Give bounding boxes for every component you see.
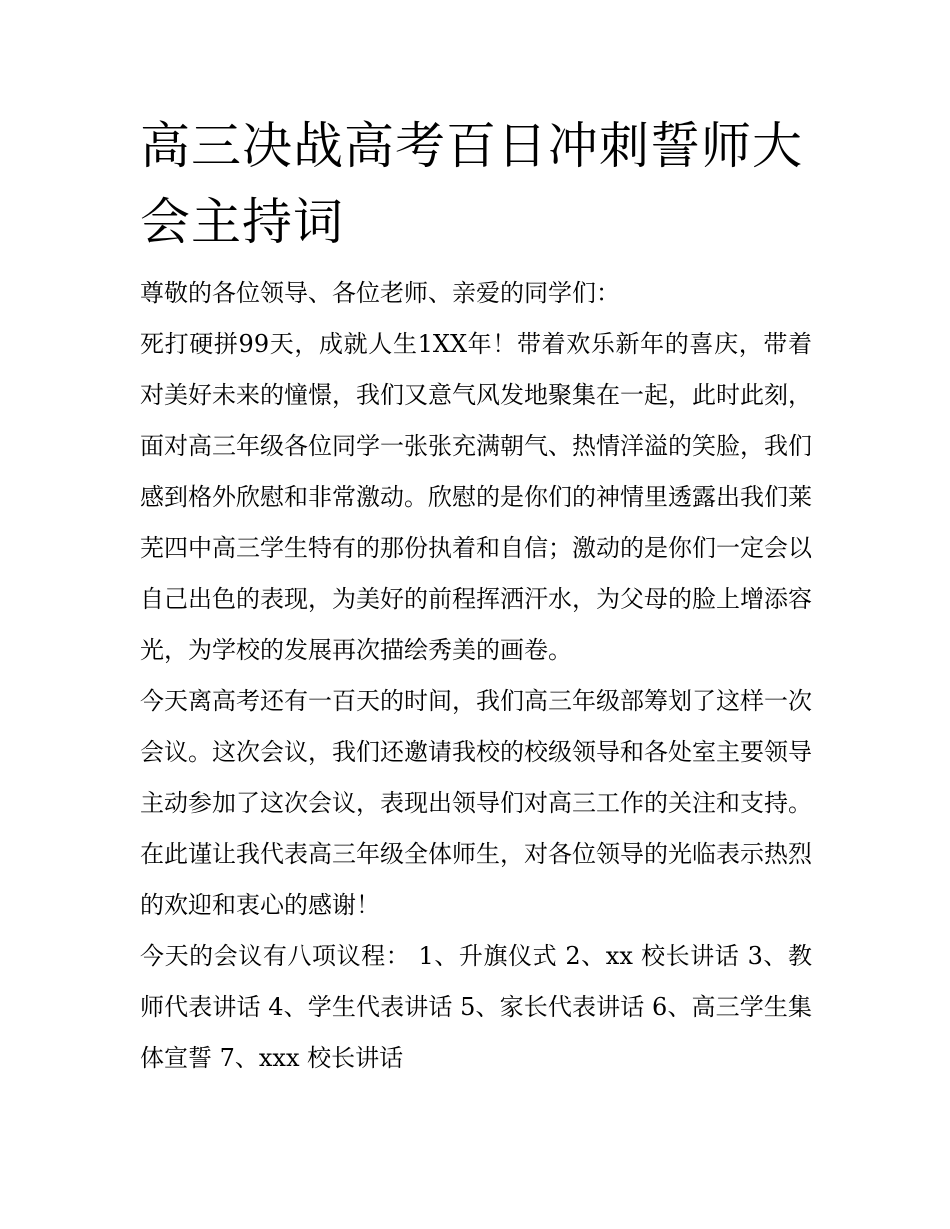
document-title: 高三决战高考百日冲刺誓师大会主持词	[140, 117, 803, 251]
agenda-paragraph: 今天的会议有八项议程： 1、升旗仪式 2、xx 校长讲话 3、教师代表讲话 4、学生代表讲话 5、家长代表讲话 6、高三学生集体宣誓 7、xxx 校长讲话	[140, 942, 812, 1072]
opening-paragraph: 死打硬拼99天，成就人生1XX年！带着欢乐新年的喜庆，带着对美好未来的憧憬，我们又意气风发地聚集在一起，此时此刻，面对高三年级各位同学一张张充满朝气、热情洋溢的笑脸，我们感到格外欣慰和非常激动。欣慰的是你们的神情里透露出我们莱芜四中高三学生特有的那份执着和自信；激动的是你们一定会以自己出色的表现，为美好的前程挥洒汗水，为父母的脸上增添容光，为学校的发展再次描绘秀美的画卷。	[140, 330, 812, 664]
welcome-paragraph: 今天离高考还有一百天的时间，我们高三年级部筹划了这样一次会议。这次会议，我们还邀请我校的校级领导和各处室主要领导主动参加了这次会议，表现出领导们对高三工作的关注和支持。在此谨让我代表高三年级全体师生，对各位领导的光临表示热烈的欢迎和衷心的感谢！	[140, 687, 812, 919]
greeting-paragraph: 尊敬的各位领导、各位老师、亲爱的同学们：	[140, 279, 620, 307]
document-page	[140, 108, 812, 1084]
